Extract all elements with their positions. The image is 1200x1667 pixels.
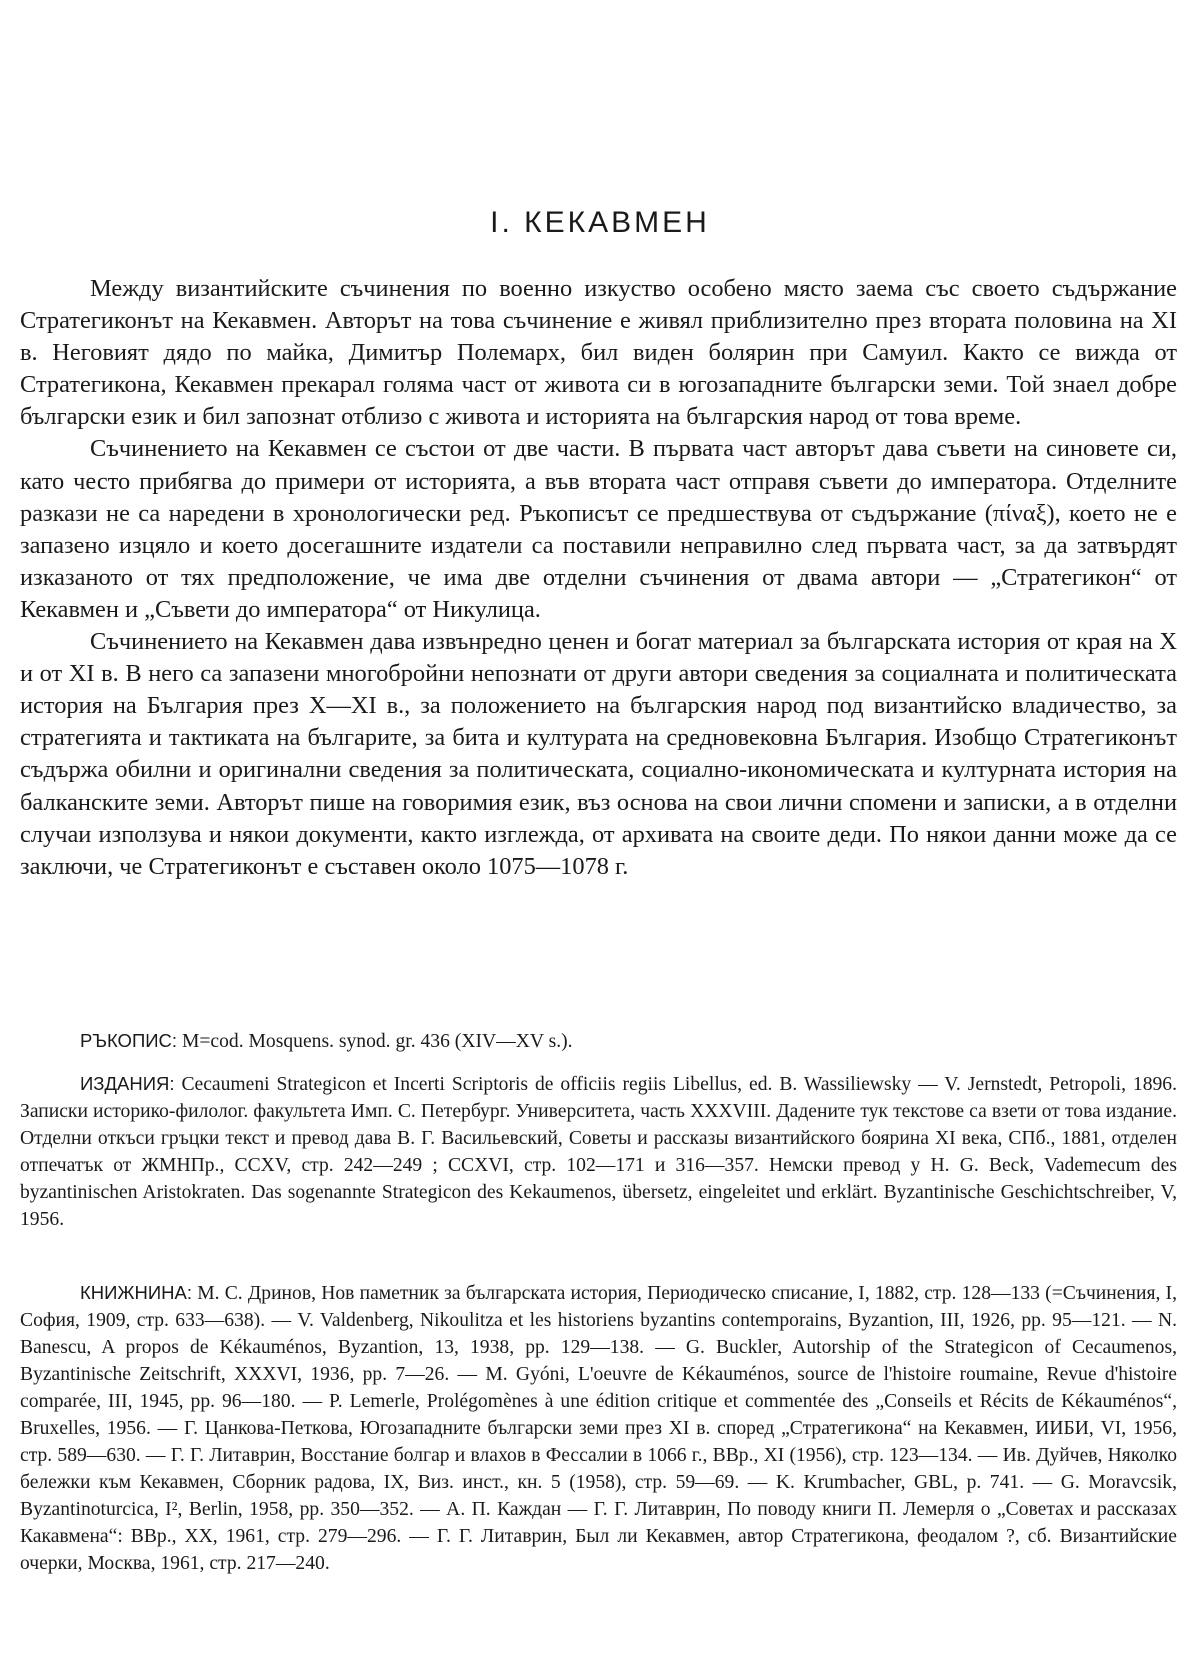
chapter-title: I. КЕКАВМЕН xyxy=(490,206,710,239)
manuscript-text: M=cod. Mosquens. synod. gr. 436 (XIV—XV s.). xyxy=(181,1031,573,1052)
paragraph-2: Съчинението на Кекавмен се състои от две части. В първата част авторът дава съвети на синовете си, като често прибягва до примери от историята, а във втората част отправя съвети до императора. Отделните разкази не са наредени в хронологически ред. Ръкописът се предшествува от съдържание (πίναξ), което не е запазено изцяло и което досегашните издатели са поставили неправилно след първата част, за да затвърдят изказаното от тях предположение, че има две отделни съчинения от двама автори — „Стратегикон“ от Кекавмен и „Съвети до императора“ от Никулица. xyxy=(20,435,1177,623)
manuscript-section xyxy=(20,1027,1177,1055)
document-page xyxy=(20,0,1180,1667)
paragraph-1: Между византийските съчинения по военно изкуство особено място заема със своето съдържание Стратегиконът на Кекавмен. Авторът на това съчинение е живял приблизително през втората половина на XI в. Неговият дядо по майка, Димитър Полемарх, бил виден болярин при Самуил. Както се вижда от Стратегикона, Кекавмен прекарал голяма част от живота си в югозападните български земи. Той знаел добре български език и бил запознат отблизо с живота и историята на българския народ от това време. xyxy=(20,275,1177,431)
literature-text: М. С. Дринов, Нов паметник за българската история, Периодическо списание, I, 1882, стр. 128—133 (=Съчинения, I, София, 1909, стр. 633—638). — V. Valdenberg, Nikoulitza et les historiens byzantins contemporains, Byzantion, III, 1926, pp. 95—121. — N. Banescu, A propos de Kékauménos, Byzantion, 13, 1938, pp. 129—138. — G. Buckler, Autorship of the Strategicon of Cecaumenos, Byzantinische Zeitschrift, XXXVI, 1936, pp. 7—26. — M. Gyóni, L'oeuvre de Kékauménos, source de l'histoire roumaine, Revue d'histoire comparée, III, 1945, pp. 96—180. — P. Lemerle, Prolégomènes à une édition critique et commentée des „Conseils et Récits de Kékauménos“, Bruxelles, 1956. — Г. Цанкова-Петкова, Югозападните български земи през XI в. според „Стратегикона“ на Кекавмен, ИИБИ, VI, 1956, стр. 589—630. — Г. Г. Литаврин, Восстание болгар и влахов в Фессалии в 1066 г., ВВр., XI (1956), стр. 123—134. — Ив. Дуйчев, Няколко бележки към Кекавмен, Сборник радова, IX, Виз. инст., кн. 5 (1958), стр. 59—69. — K. Krumbacher, GBL, p. 741. — G. Moravcsik, Byzantinoturcica, I², Berlin, 1958, pp. 350—352. — А. П. Каждан — Г. Г. Литаврин, По поводу книги П. Лемерля о „Советах и рассказах Какавмена“: ВВр., XX, 1961, стр. 279—296. — Г. Г. Литаврин, Был ли Кекавмен, автор Стратегикона, феодалом ?, сб. Византийские очерки, Москва, 1961, стр. 217—240. xyxy=(20,1283,1177,1574)
manuscript-label: РЪКОПИС: xyxy=(80,1030,178,1051)
main-text xyxy=(20,273,1177,883)
literature-label: КНИЖНИНА: xyxy=(80,1282,193,1303)
literature-section xyxy=(20,1279,1177,1577)
editions-section xyxy=(20,1070,1177,1233)
editions-text: Cecaumeni Strategicon et Incerti Scriptoris de officiis regiis Libellus, ed. B. Wassiliewsky — V. Jernstedt, Petropoli, 1896. Записки историко-филолог. факультета Имп. С. Петербург. Университета, часть XXXVIII. Дадените тук текстове са взети от това издание. Отделни откъси гръцки текст и превод дава В. Г. Васильевский, Советы и рассказы византийского боярина XI века, СПб., 1881, отделен отпечатък от ЖМНПр., CCXV, стр. 242—249 ; CCXVI, стр. 102—171 и 316—357. Немски превод у H. G. Beck, Vademecum des byzantinischen Aristokraten. Das sogenannte Strategicon des Kekaumenos, übersetz, eingeleitet und erklärt. Byzantinische Geschichtschreiber, V, 1956. xyxy=(20,1074,1177,1230)
paragraph-3: Съчинението на Кекавмен дава извънредно ценен и богат материал за българската история от края на X и от XI в. В него са запазени многобройни непознати от други автори сведения за социалната и политическата история на България през X—XI в., за положението на българския народ под византийско владичество, за стратегията и тактиката на българите, за бита и културата на средновековна България. Изобщо Стратегиконът съдържа обилни и оригинални сведения за политическата, социално-икономическата и културната история на балканските земи. Авторът пише на говоримия език, въз основа на свои лични спомени и записки, а в отделни случаи използува и някои документи, както изглежда, от архивата на своите деди. По някои данни може да се заключи, че Стратегиконът е съставен около 1075—1078 г. xyxy=(20,628,1177,880)
editions-label: ИЗДАНИЯ: xyxy=(80,1073,175,1094)
